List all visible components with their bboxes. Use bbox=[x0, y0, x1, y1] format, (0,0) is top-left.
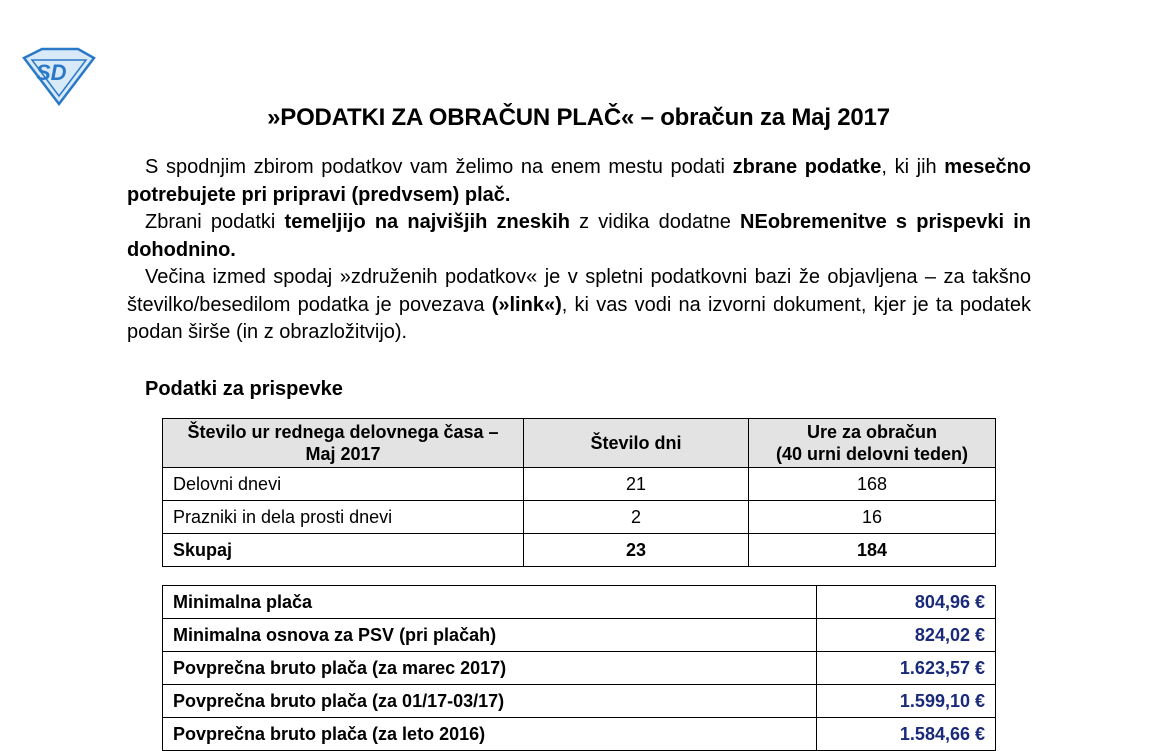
value-link[interactable]: 1.599,10 € bbox=[817, 685, 996, 718]
table-row: Minimalna plača 804,96 € bbox=[163, 586, 996, 619]
table-header-row bbox=[163, 419, 996, 468]
value-link[interactable]: 1.623,57 € bbox=[817, 652, 996, 685]
section-title: Podatki za prispevke bbox=[145, 378, 343, 400]
sd-logo-icon bbox=[22, 46, 96, 106]
value-link[interactable]: 824,02 € bbox=[817, 619, 996, 652]
intro-paragraph-1: S spodnjim zbirom podatkov vam želimo na enem mestu podati zbrane podatke, ki jih mesečno potrebujete pri pripravi (predvsem) plač. bbox=[127, 156, 1032, 206]
hours-table bbox=[162, 418, 996, 567]
value-link[interactable]: 1.584,66 € bbox=[817, 718, 996, 751]
intro-paragraph-2: Zbrani podatki temeljijo na najvišjih zneskih z vidika dodatne NEobremenitve s prispevki in dohodnino. bbox=[127, 211, 1031, 261]
table-row: Povprečna bruto plača (za marec 2017) 1.623,57 € bbox=[163, 652, 996, 685]
table-row-total: Skupaj 23 184 bbox=[163, 534, 996, 567]
header-hours: Ure za obračun (40 urni delovni teden) bbox=[749, 419, 996, 468]
table-row: Minimalna osnova za PSV (pri plačah) 824,02 € bbox=[163, 619, 996, 652]
link-label: (»link«) bbox=[491, 293, 562, 316]
table-row: Povprečna bruto plača (za leto 2016) 1.584,66 € bbox=[163, 718, 996, 751]
header-working-hours: Število ur rednega delovnega časa – Maj 2017 bbox=[163, 419, 524, 468]
values-table bbox=[162, 585, 996, 751]
svg-text:SD: SD bbox=[36, 60, 67, 85]
table-row: Povprečna bruto plača (za 01/17-03/17) 1.599,10 € bbox=[163, 685, 996, 718]
table-row: Delovni dnevi 21 168 bbox=[163, 468, 996, 501]
header-days: Število dni bbox=[524, 419, 749, 468]
value-link[interactable]: 804,96 € bbox=[817, 586, 996, 619]
page-title: »PODATKI ZA OBRAČUN PLAČ« – obračun za Maj 2017 bbox=[267, 104, 890, 131]
intro-text bbox=[127, 154, 1031, 347]
intro-paragraph-3: Večina izmed spodaj »združenih podatkov« je v spletni podatkovni bazi že objavljena – za takšno številko/besedilom podatka je povezava (»link«), ki vas vodi na izvorni dokument, kjer je ta podatek podan širše (in z obrazložitvijo). bbox=[127, 266, 1031, 343]
table-row: Prazniki in dela prosti dnevi 2 16 bbox=[163, 501, 996, 534]
